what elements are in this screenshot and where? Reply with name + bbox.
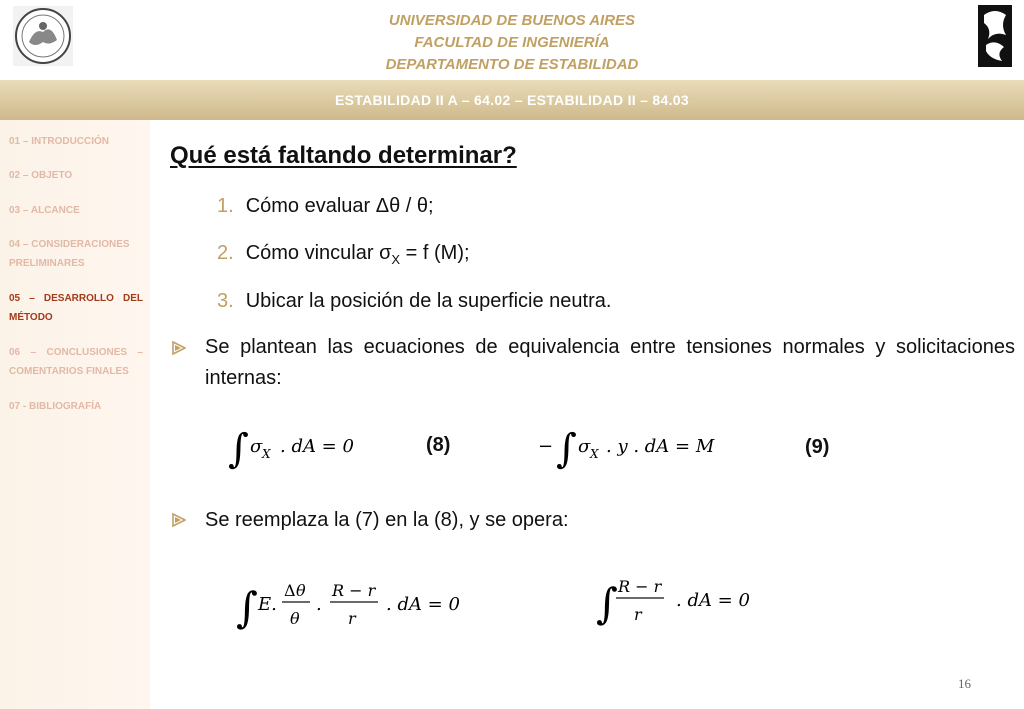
- bullet-text-2: Se reemplaza la (7) en la (8), y se opera:: [205, 509, 569, 531]
- list-number: 2.: [217, 242, 234, 264]
- list-item: [217, 242, 470, 267]
- header: [0, 0, 1024, 80]
- bullet-text: Se plantean las ecuaciones de equivalencia entre tensiones normales y solicitaciones internas:: [205, 336, 1015, 389]
- equation-10: [236, 576, 476, 636]
- faculty-name: FACULTAD DE INGENIERÍA: [414, 34, 610, 51]
- list-text: Cómo evaluar Δθ / θ;: [245, 195, 434, 217]
- svg-text:E.: E.: [258, 594, 277, 615]
- svg-text:. dA = 0: . dA = 0: [280, 436, 354, 457]
- list-item: [217, 195, 434, 218]
- sidebar-item-consideraciones[interactable]: 04 – CONSIDERACIONES PRELIMINARES: [9, 239, 130, 269]
- list-number: 3.: [217, 290, 234, 312]
- page-number: 16: [958, 676, 971, 691]
- svg-text:θ: θ: [290, 609, 300, 628]
- svg-text:Δ: Δ: [284, 581, 296, 600]
- svg-text:θ: θ: [296, 581, 306, 600]
- equation-9-label: (9): [805, 436, 830, 458]
- slide-title: Qué está faltando determinar?: [170, 142, 517, 169]
- sidebar-item-conclusiones[interactable]: 06 – CONCLUSIONES – COMENTARIOS FINALES: [9, 347, 143, 377]
- svg-text:σ: σ: [578, 436, 591, 457]
- svg-text:X: X: [590, 447, 599, 461]
- university-name: UNIVERSIDAD DE BUENOS AIRES: [388, 12, 636, 29]
- svg-text:σ: σ: [250, 436, 263, 457]
- sidebar-item-alcance[interactable]: 03 – ALCANCE: [9, 205, 80, 216]
- sidebar-item-bibliografia[interactable]: 07 - BIBLIOGRAFÍA: [9, 401, 102, 412]
- svg-text:.: .: [316, 594, 322, 615]
- svg-text:∫: ∫: [596, 579, 618, 628]
- course-band: [0, 80, 1024, 120]
- department-name: DEPARTAMENTO DE ESTABILIDAD: [385, 56, 639, 73]
- list-number: 1.: [217, 195, 234, 217]
- equation-8: [228, 418, 428, 474]
- svg-text:. y . dA = M: . y . dA = M: [606, 436, 715, 457]
- svg-text:−: −: [538, 436, 554, 457]
- svg-text:∫: ∫: [236, 583, 258, 632]
- list-item: [217, 290, 611, 313]
- faculty-logo-icon: [978, 5, 1012, 67]
- equation-9: [538, 418, 738, 474]
- svg-text:∫: ∫: [228, 426, 249, 472]
- svg-text:X: X: [262, 447, 271, 461]
- svg-text:r: r: [634, 605, 642, 624]
- sidebar-item-desarrollo[interactable]: 05 – DESARROLLO DEL MÉTODO: [9, 293, 143, 323]
- svg-text:R − r: R − r: [332, 581, 376, 600]
- svg-text:. dA = 0: . dA = 0: [676, 590, 750, 611]
- sidebar-item-introduccion[interactable]: 01 – INTRODUCCIÓN: [9, 136, 110, 147]
- arrow-bullet-icon: [172, 341, 186, 355]
- svg-text:R − r: R − r: [618, 577, 662, 596]
- equation-8-label: (8): [426, 434, 451, 456]
- svg-text:. dA = 0: . dA = 0: [386, 594, 460, 615]
- slide-content: [150, 120, 1024, 709]
- svg-text:r: r: [348, 609, 356, 628]
- list-text: Cómo vincular $\sigma_X = f$ (M);: [245, 242, 470, 267]
- sidebar: [0, 120, 150, 709]
- svg-text:∫: ∫: [556, 426, 577, 472]
- list-text: Ubicar la posición de la superficie neutra.: [245, 290, 612, 312]
- sidebar-item-objeto[interactable]: 02 – OBJETO: [9, 170, 73, 181]
- arrow-bullet-icon: [172, 513, 186, 527]
- course-title: ESTABILIDAD II A – 64.02 – ESTABILIDAD II – 84.03: [335, 92, 689, 108]
- equation-11: [596, 572, 776, 632]
